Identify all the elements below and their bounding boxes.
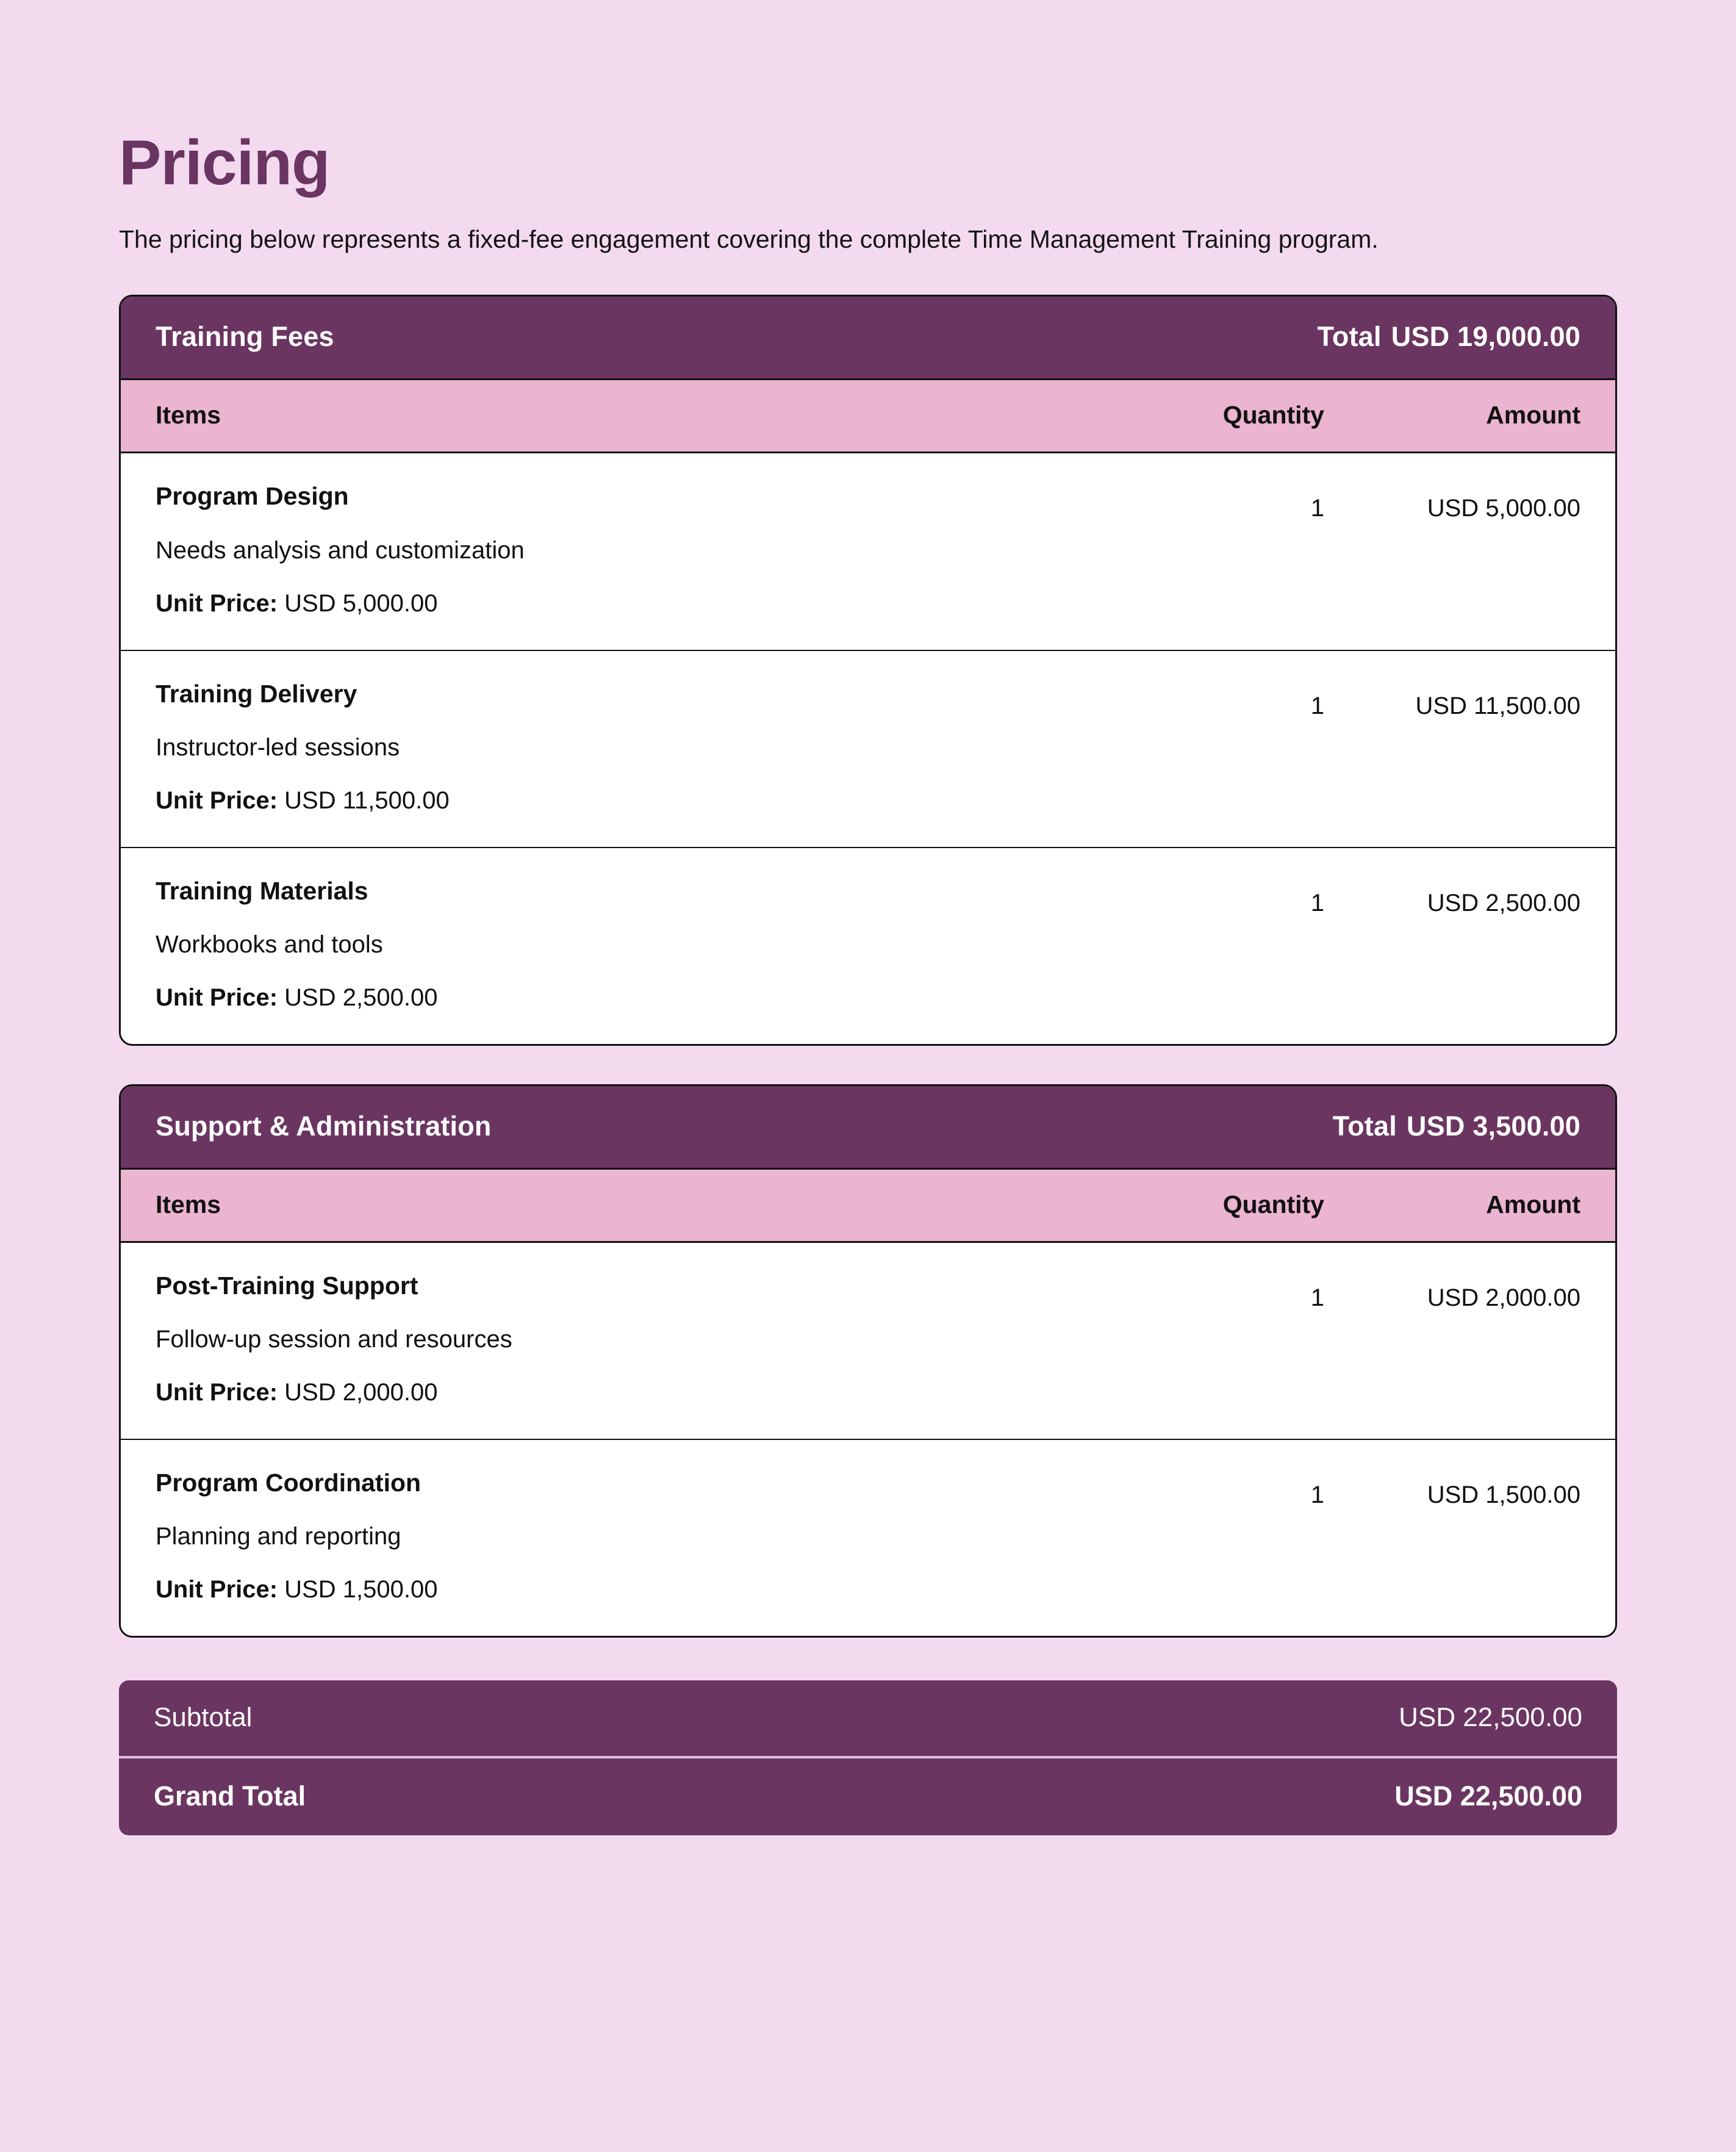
line-item-unit-price (156, 983, 1123, 1012)
column-header-row (121, 380, 1615, 453)
table-row (121, 1440, 1615, 1636)
line-item-quantity: 1 (1310, 1481, 1324, 1509)
line-item-unit-price (156, 1378, 1123, 1407)
unit-price-value: USD 2,000.00 (284, 1379, 438, 1406)
column-header-items: Items (156, 1190, 221, 1218)
column-header-quantity: Quantity (1222, 1190, 1324, 1218)
section-total (1333, 1110, 1580, 1142)
unit-price-label: Unit Price: (156, 589, 278, 617)
line-item-subtext: Workbooks and tools (156, 930, 383, 958)
line-item-name: Post-Training Support (156, 1271, 418, 1300)
section-total-label: Total (1317, 321, 1382, 353)
line-item-subtext: Instructor-led sessions (156, 733, 400, 761)
section-header (121, 297, 1615, 380)
pricing-section (119, 1084, 1617, 1638)
section-total-label: Total (1332, 1110, 1397, 1142)
line-item-name: Training Materials (156, 876, 368, 905)
line-item-subtext: Needs analysis and customization (156, 536, 525, 564)
column-header-amount: Amount (1486, 1190, 1580, 1218)
line-item-unit-price (156, 589, 1123, 618)
unit-price-label: Unit Price: (156, 1576, 278, 1603)
column-header-quantity: Quantity (1222, 401, 1324, 430)
line-item-amount: USD 5,000.00 (1427, 495, 1580, 522)
line-item-description (156, 1271, 1123, 1407)
line-item-name: Program Coordination (156, 1469, 421, 1497)
line-item-subtext: Planning and reporting (156, 1523, 401, 1550)
line-item-unit-price (156, 786, 1123, 815)
table-row (121, 848, 1615, 1044)
line-item-name: Training Delivery (156, 679, 357, 708)
unit-price-label: Unit Price: (156, 786, 278, 814)
page-subtitle: The pricing below represents a fixed-fee engagement covering the complete Time Management Training program. (119, 225, 1379, 253)
table-row (121, 651, 1615, 848)
line-item-quantity: 1 (1310, 1284, 1324, 1311)
totals-footer (119, 1680, 1617, 1835)
subtotal-row (119, 1680, 1617, 1758)
line-item-quantity: 1 (1310, 692, 1324, 719)
line-item-amount: USD 2,500.00 (1427, 889, 1580, 916)
section-title: Training Fees (156, 321, 334, 353)
grand-total-row (119, 1758, 1617, 1835)
line-item-description (156, 876, 1123, 1012)
column-header-amount: Amount (1486, 401, 1580, 430)
section-total-value: USD 19,000.00 (1391, 321, 1580, 353)
grand-total-value: USD 22,500.00 (1394, 1780, 1582, 1812)
subtotal-value: USD 22,500.00 (1399, 1702, 1582, 1733)
line-item-name: Program Design (156, 482, 349, 511)
page-title: Pricing (119, 128, 330, 198)
line-item-quantity: 1 (1310, 889, 1324, 916)
line-item-amount: USD 2,000.00 (1427, 1284, 1580, 1311)
pricing-sections (119, 295, 1617, 1638)
line-item-amount: USD 11,500.00 (1415, 692, 1580, 719)
line-item-unit-price (156, 1575, 1123, 1604)
section-total (1318, 321, 1580, 353)
line-item-description (156, 481, 1123, 617)
line-item-amount: USD 1,500.00 (1427, 1481, 1580, 1509)
line-item-subtext: Follow-up session and resources (156, 1326, 512, 1353)
line-item-description (156, 1468, 1123, 1604)
unit-price-value: USD 11,500.00 (284, 786, 450, 814)
section-total-value: USD 3,500.00 (1406, 1110, 1580, 1142)
section-header (121, 1086, 1615, 1170)
line-item-description (156, 679, 1123, 815)
line-item-quantity: 1 (1310, 495, 1324, 522)
unit-price-value: USD 2,500.00 (284, 984, 438, 1011)
table-row (121, 1243, 1615, 1440)
pricing-section (119, 295, 1617, 1046)
section-title: Support & Administration (156, 1110, 492, 1142)
unit-price-label: Unit Price: (156, 984, 278, 1011)
column-header-row (121, 1170, 1615, 1243)
subtotal-label: Subtotal (154, 1702, 253, 1733)
unit-price-value: USD 5,000.00 (284, 589, 438, 617)
column-header-items: Items (156, 401, 221, 430)
unit-price-label: Unit Price: (156, 1379, 278, 1406)
table-row (121, 453, 1615, 650)
grand-total-label: Grand Total (154, 1780, 306, 1812)
unit-price-value: USD 1,500.00 (284, 1576, 438, 1603)
